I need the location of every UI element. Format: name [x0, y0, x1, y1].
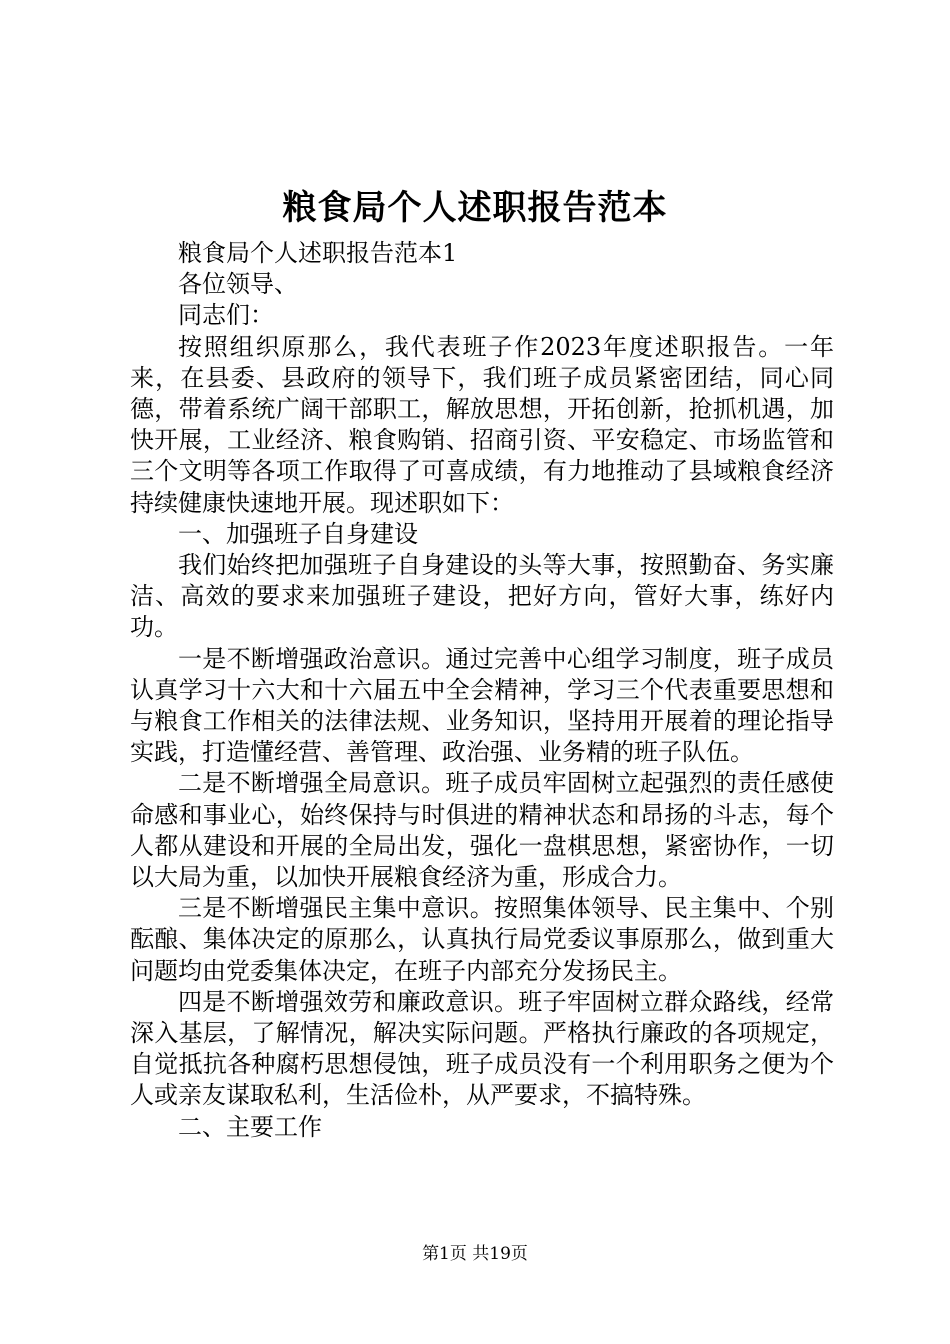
section-heading-2: 二、主要工作	[178, 1112, 322, 1141]
paragraph-section-1-intro: 我们始终把加强班子自身建设的头等大事，按照勤奋、务实廉洁、高效的要求来加强班子建设，把好方向，管好大事，练好内功。	[130, 551, 834, 642]
document-title: 粮食局个人述职报告范本	[282, 188, 668, 228]
paragraph-intro: 按照组织原那么，我代表班子作2023年度述职报告。一年来，在县委、县政府的领导下，我们班子成员紧密团结，同心同德，带着系统广阔干部职工，解放思想，开拓创新，抢抓机遇，加快开展，工业经济、粮食购销、招商引资、平安稳定、市场监管和三个文明等各项工作取得了可喜成绩，有力地推动了县域粮食经济持续健康快速地开展。现述职如下：	[130, 332, 834, 517]
paragraph-point-1: 一是不断增强政治意识。通过完善中心组学习制度，班子成员认真学习十六大和十六届五中全会精神，学习三个代表重要思想和与粮食工作相关的法律法规、业务知识，坚持用开展着的理论指导实践，打造懂经营、善管理、政治强、业务精的班子队伍。	[130, 644, 834, 767]
paragraph-point-2: 二是不断增强全局意识。班子成员牢固树立起强烈的责任感使命感和事业心，始终保持与时俱进的精神状态和昂扬的斗志，每个人都从建设和开展的全局出发，强化一盘棋思想，紧密协作，一切以大局为重，以加快开展粮食经济为重，形成合力。	[130, 769, 834, 892]
paragraph-point-3: 三是不断增强民主集中意识。按照集体领导、民主集中、个别酝酿、集体决定的原那么，认真执行局党委议事原那么，做到重大问题均由党委集体决定，在班子内部充分发扬民主。	[130, 894, 834, 985]
document-body	[130, 238, 834, 1143]
paragraph-salutation-1: 各位领导、	[178, 270, 298, 299]
page-footer: 第1页 共19页	[422, 1244, 528, 1264]
paragraph-salutation-2: 同志们：	[178, 301, 274, 330]
section-heading-1: 一、加强班子自身建设	[178, 519, 418, 548]
paragraph-point-4: 四是不断增强效劳和廉政意识。班子牢固树立群众路线，经常深入基层，了解情况，解决实际问题。严格执行廉政的各项规定，自觉抵抗各种腐朽思想侵蚀，班子成员没有一个利用职务之便为个人或亲友谋取私利，生活俭朴，从严要求，不搞特殊。	[130, 987, 834, 1110]
paragraph-subtitle: 粮食局个人述职报告范本1	[178, 239, 458, 267]
